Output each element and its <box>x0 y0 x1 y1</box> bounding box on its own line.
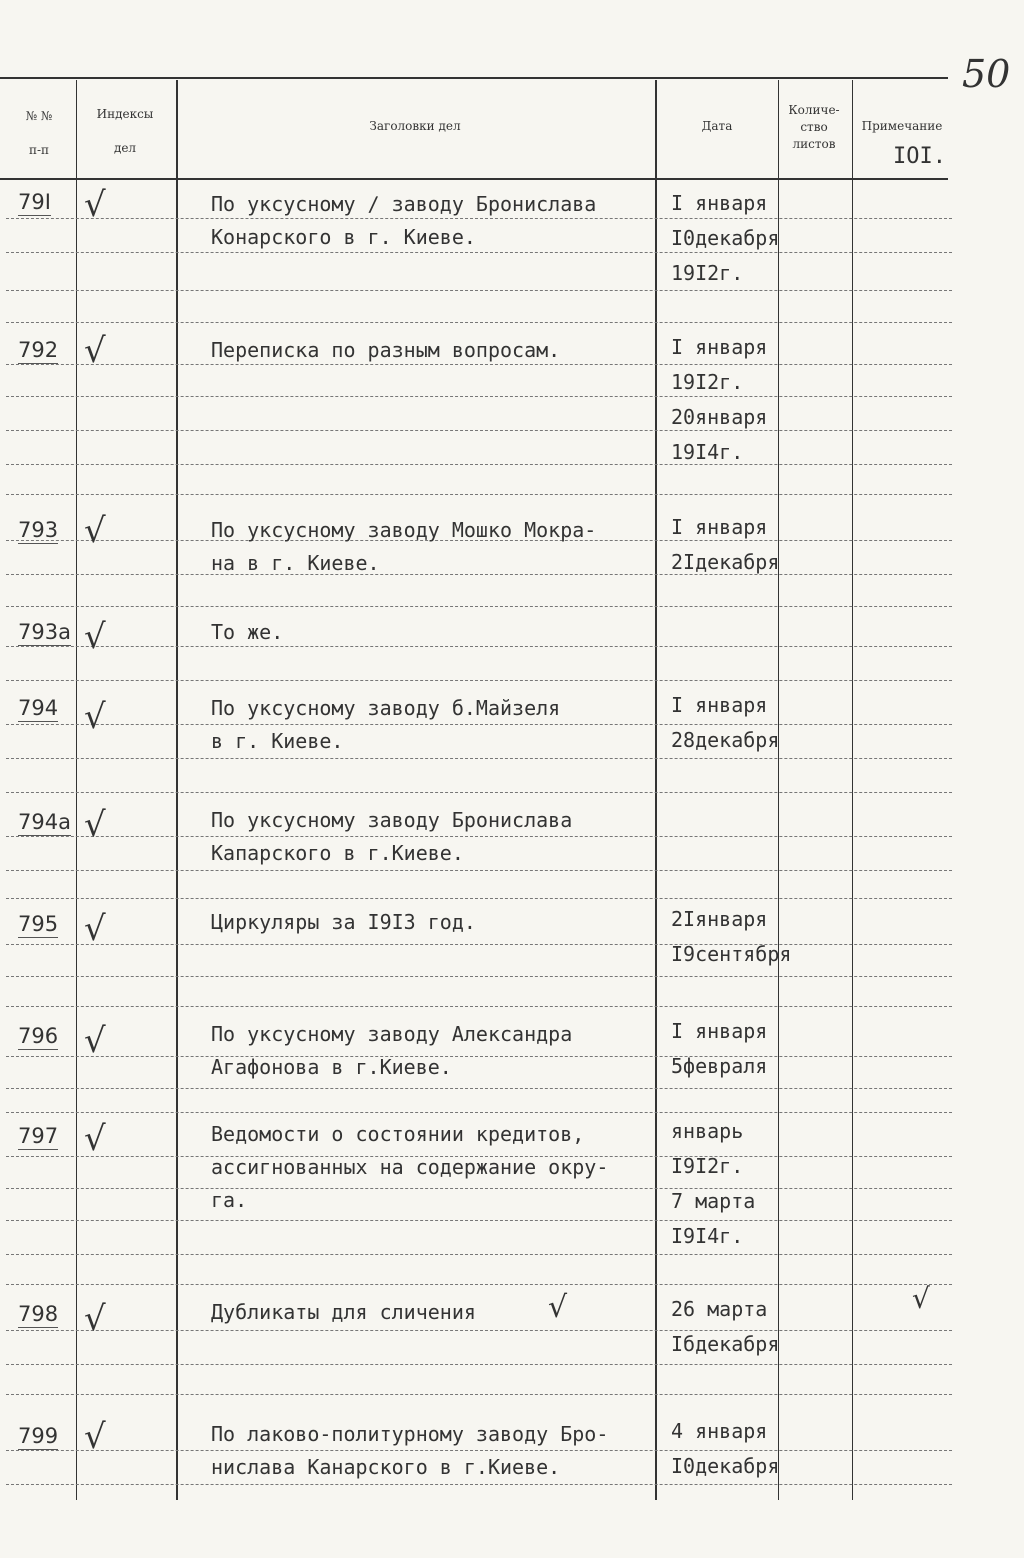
row-dates <box>671 1014 796 1084</box>
ruled-line <box>6 290 952 291</box>
row-dates <box>671 1414 796 1484</box>
date-line: I января <box>671 693 768 717</box>
date-line: 28декабря <box>671 728 780 752</box>
row-title: То же. <box>211 620 284 644</box>
row-title: Переписка по разным вопросам. <box>211 338 561 362</box>
row-title: По уксусному заводу Мошко Мокра- на в г. Киеве. <box>211 518 597 575</box>
col-divider-sheets <box>778 80 779 1500</box>
date-line: 7 марта <box>671 1189 756 1213</box>
col-divider-date <box>655 80 657 1500</box>
row-dates <box>671 330 796 470</box>
title-check-mark-icon: √ <box>548 1290 568 1325</box>
header-index-line2: дел <box>113 141 137 155</box>
row-title: Ведомости о состоянии кредитов, ассигнованных на содержание окру- га. <box>211 1122 609 1212</box>
row-title: Дубликаты для сличения <box>211 1300 476 1324</box>
header-num-line2: п-п <box>28 143 50 157</box>
note-check-mark-icon: √ <box>912 1282 930 1315</box>
header-title-label: Заголовки дел <box>369 119 461 133</box>
date-line: I9I2г. <box>671 1154 744 1178</box>
header-sheets-label <box>778 102 850 153</box>
row-number: 798 <box>18 1302 59 1326</box>
ruled-line <box>6 680 952 681</box>
date-line: 2Iдекабря <box>671 550 780 574</box>
date-line: I0декабря <box>671 1454 780 1478</box>
date-line: 2Iянваря <box>671 907 768 931</box>
ruled-line <box>6 758 952 759</box>
row-number: 792 <box>18 338 59 362</box>
ruled-line <box>6 792 952 793</box>
date-line: 20января <box>671 405 768 429</box>
date-line: I9I4г. <box>671 1224 744 1248</box>
check-mark-icon: √ <box>84 1299 106 1339</box>
ruled-line <box>6 1254 952 1255</box>
header-sheets-line1: Количе- <box>788 103 840 117</box>
row-dates <box>671 1114 796 1254</box>
date-line: 19I2г. <box>671 370 744 394</box>
ruled-line <box>6 1284 952 1285</box>
date-line: 19I2г. <box>671 261 744 285</box>
row-title: По уксусному заводу Бронислава Капарского в г.Киеве. <box>211 808 573 865</box>
row-number: 795 <box>18 912 59 936</box>
row-dates <box>671 186 796 291</box>
ruled-line <box>6 976 952 977</box>
date-line: Iбдекабря <box>671 1332 780 1356</box>
col-divider-index <box>76 80 77 1500</box>
check-mark-icon: √ <box>84 617 106 657</box>
header-num-line1: № № <box>25 109 53 123</box>
ruled-line <box>6 606 952 607</box>
ruled-line <box>6 1220 952 1221</box>
ruled-line <box>6 464 952 465</box>
row-number: 79I <box>18 190 51 214</box>
ruled-line <box>6 870 952 871</box>
date-line: I января <box>671 515 768 539</box>
ruled-line <box>6 430 952 431</box>
ruled-line <box>6 396 952 397</box>
row-title: По уксусному ∕ заводу Бронислава Конарского в г. Киеве. <box>211 192 597 249</box>
ruled-line <box>6 494 952 495</box>
date-line: I января <box>671 191 768 215</box>
date-line: I января <box>671 335 768 359</box>
row-title: Циркуляры за I9I3 год. <box>211 910 476 934</box>
ruled-line <box>6 322 952 323</box>
header-sheets-line2: ство <box>800 120 828 134</box>
header-index-line1: Индексы <box>96 107 154 121</box>
header-bottom-rule <box>0 178 948 180</box>
date-line: 26 марта <box>671 1297 768 1321</box>
top-rule <box>0 77 948 79</box>
check-mark-icon: √ <box>84 511 106 551</box>
date-line: I января <box>671 1019 768 1043</box>
row-dates <box>671 1292 796 1362</box>
row-dates <box>671 688 796 758</box>
ruled-line <box>6 1088 952 1089</box>
ruled-line <box>6 898 952 899</box>
check-mark-icon: √ <box>84 185 106 225</box>
row-number: 794 <box>18 696 59 720</box>
date-line: 5февраля <box>671 1054 768 1078</box>
row-title: По уксусному заводу б.Майзеля в г. Киеве. <box>211 696 561 753</box>
row-number: 794а <box>18 810 71 834</box>
row-title: По уксусному заводу Александра Агафонова в г.Киеве. <box>211 1022 573 1079</box>
ruled-line <box>6 1330 952 1331</box>
ruled-line <box>6 1364 952 1365</box>
row-dates <box>671 902 796 972</box>
ruled-line <box>6 1112 952 1113</box>
ruled-line <box>6 1394 952 1395</box>
check-mark-icon: √ <box>84 805 106 845</box>
folio-number: 50 <box>962 52 1011 96</box>
header-note-label: Примечание <box>861 119 943 133</box>
check-mark-icon: √ <box>84 1021 106 1061</box>
row-number: 799 <box>18 1424 59 1448</box>
date-line: 4 января <box>671 1419 768 1443</box>
date-line: 19I4г. <box>671 440 744 464</box>
page-number: IOI. <box>893 144 946 169</box>
header-index-label <box>80 106 170 157</box>
header-num-label <box>8 108 70 159</box>
date-line: январь <box>671 1119 744 1143</box>
ruled-line <box>6 944 952 945</box>
row-dates <box>671 510 796 580</box>
row-number: 793а <box>18 620 71 644</box>
check-mark-icon: √ <box>84 331 106 371</box>
check-mark-icon: √ <box>84 909 106 949</box>
header-sheets-line3: листов <box>792 137 836 151</box>
row-number: 793 <box>18 518 59 542</box>
date-line: I0декабря <box>671 226 780 250</box>
row-title: По лаково-политурному заводу Бро- нислава Канарского в г.Киеве. <box>211 1422 609 1479</box>
col-divider-title <box>176 80 178 1500</box>
date-line: I9сентября <box>671 942 792 966</box>
row-number: 796 <box>18 1024 59 1048</box>
ruled-line <box>6 1484 952 1485</box>
check-mark-icon: √ <box>84 1119 106 1159</box>
row-number: 797 <box>18 1124 59 1148</box>
check-mark-icon: √ <box>84 697 106 737</box>
ruled-line <box>6 1006 952 1007</box>
col-divider-note <box>852 80 853 1500</box>
check-mark-icon: √ <box>84 1417 106 1457</box>
header-date-label: Дата <box>701 119 733 133</box>
